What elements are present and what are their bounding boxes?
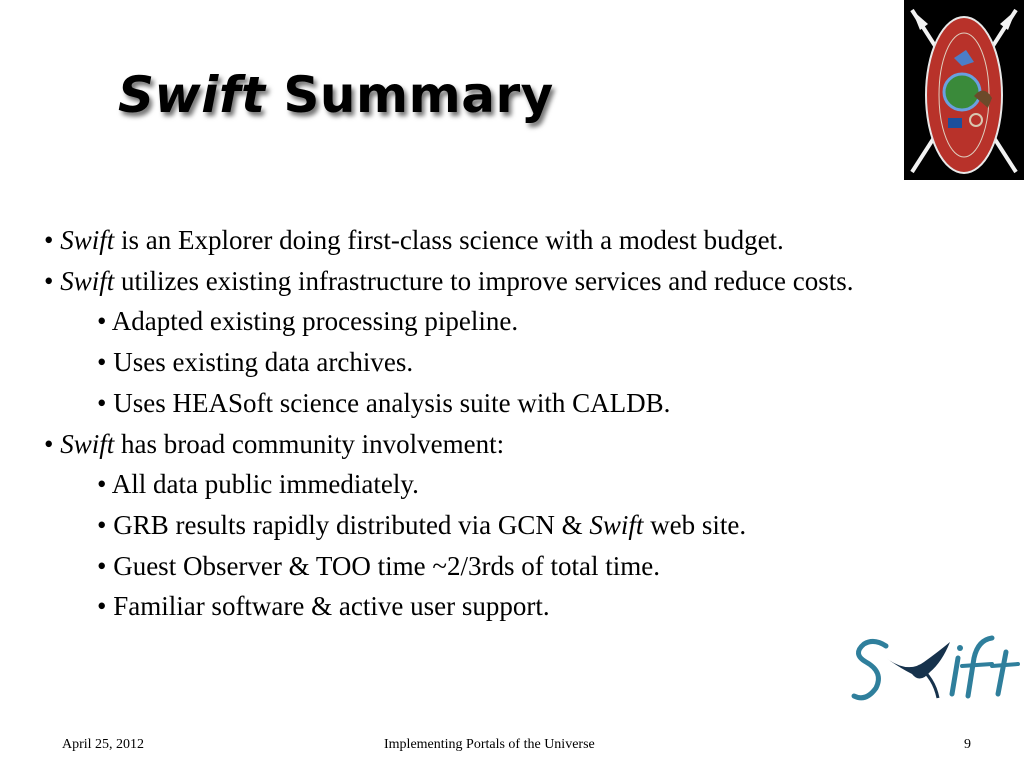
bullet-3: • Swift has broad community involvement: bbox=[44, 428, 505, 459]
title-italic: Swift bbox=[118, 66, 266, 124]
shield-spears-icon bbox=[904, 0, 1024, 180]
swift-bird-icon bbox=[846, 628, 1024, 706]
mission-emblem-logo bbox=[904, 0, 1024, 180]
bullet-list bbox=[44, 220, 994, 627]
sub-bullet-2-1: • Adapted existing processing pipeline. bbox=[97, 306, 519, 337]
swift-wordmark-logo bbox=[846, 628, 1024, 706]
sub-bullet-3-2: • GRB results rapidly distributed via GCN & Swift web site. bbox=[97, 509, 747, 540]
sub-bullet-3-1: • All data public immediately. bbox=[97, 469, 419, 500]
bullet-1: • Swift is an Explorer doing first-class science with a modest budget. bbox=[44, 225, 784, 255]
footer-page-number: 9 bbox=[964, 737, 971, 752]
sub-bullet-2-3: • Uses HEASoft science analysis suite with CALDB. bbox=[97, 387, 671, 418]
bullet-2: • Swift utilizes existing infrastructure to improve services and reduce costs. bbox=[44, 265, 854, 296]
slide-title bbox=[118, 66, 554, 124]
sub-bullet-3-4: • Familiar software & active user support. bbox=[97, 591, 550, 622]
sub-bullet-2-2: • Uses existing data archives. bbox=[97, 347, 414, 378]
sub-bullet-3-3: • Guest Observer & TOO time ~2/3rds of total time. bbox=[97, 550, 660, 581]
title-rest: Summary bbox=[265, 66, 554, 124]
footer-presentation-title: Implementing Portals of the Universe bbox=[384, 737, 595, 752]
footer-date: April 25, 2012 bbox=[62, 737, 145, 752]
